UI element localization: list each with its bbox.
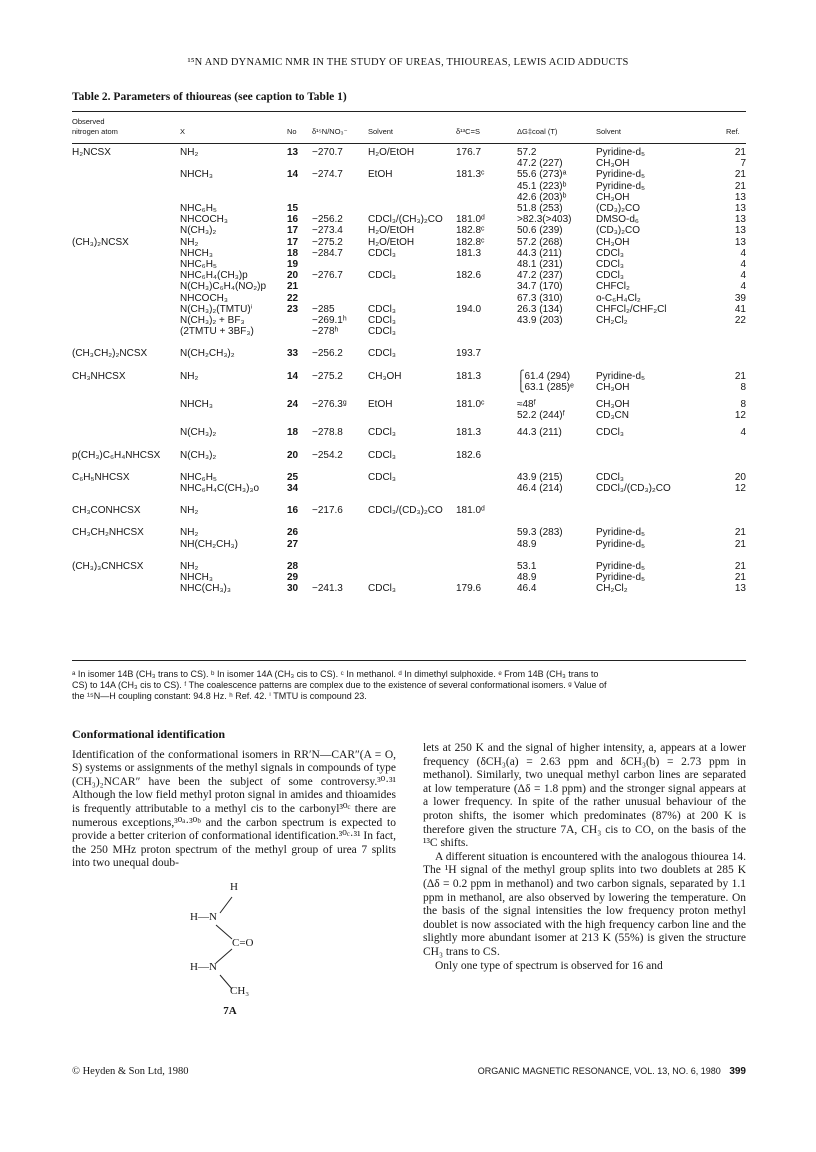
- cell-solv1: CDCl₃: [368, 315, 396, 326]
- table-row: [0, 315, 816, 326]
- cell-d15: −241.3: [312, 583, 343, 595]
- cell-dg: ⎩63.1 (285)ᵉ: [517, 381, 574, 393]
- cell-dg: 42.6 (203)ᵇ: [517, 191, 567, 203]
- cell-x: NH₂: [180, 560, 199, 572]
- col-solvent1: Solvent: [368, 127, 394, 136]
- cell-x: NHCH₃: [180, 247, 213, 259]
- cell-dg: 57.2 (268): [517, 236, 563, 248]
- cell-no: 34: [287, 483, 299, 494]
- cell-ref: 12: [734, 483, 746, 494]
- cell-dg: 43.9 (203): [517, 315, 563, 326]
- cell-ref: 8: [740, 381, 746, 393]
- cell-ref: 21: [734, 180, 746, 192]
- cell-x: N(CH₃)₂(TMTU)ⁱ: [180, 303, 253, 315]
- cell-ref: 13: [734, 225, 746, 237]
- cell-no: 19: [287, 259, 299, 270]
- cell-solv1: CDCl₃: [368, 471, 396, 483]
- table-row: [0, 259, 816, 270]
- cell-no: 17: [287, 225, 299, 237]
- table-row: [0, 203, 816, 214]
- table-row: [0, 483, 816, 494]
- cell-d15: −276.3ᵍ: [312, 399, 347, 410]
- cell-obs: H₂NCSX: [72, 147, 111, 158]
- cell-no: 28: [287, 560, 299, 572]
- cell-solv2: CDCl₃: [596, 270, 624, 282]
- cell-obs: p(CH₃)C₆H₄NHCSX: [72, 449, 161, 461]
- cell-d13: 181.0ᶜ: [456, 399, 485, 410]
- table-row: [0, 399, 816, 410]
- cell-ref: 4: [740, 270, 746, 282]
- cell-solv1: CDCl₃: [368, 326, 396, 338]
- cell-dg: ⎧61.4 (294): [517, 370, 571, 382]
- cell-no: 21: [287, 281, 299, 293]
- cell-x: NHC₆H₅: [180, 203, 217, 214]
- table-row: [0, 304, 816, 315]
- cell-x: NHCH₃: [180, 572, 213, 583]
- cell-dg: 44.3 (211): [517, 427, 562, 439]
- footnote-line: ᵃ In isomer 14B (CH₃ trans to CS). ᵇ In isomer 14A (CH₃ cis to CS). ᶜ In methanol. ᵈ In dimethyl sulphoxide. ᵉ From 14B (CH₃ trans to: [72, 669, 599, 679]
- cell-dg: 45.1 (223)ᵇ: [517, 180, 567, 192]
- cell-solv2: DMSO-d₆: [596, 214, 639, 226]
- right-paragraph: lets at 250 K and the signal of higher intensity, a, appears at a lower frequency (δCH₃(a) = 2.63 ppm and δCH₃(b) = 2.73 ppm in methanol). Similarly, two unequal methyl carbon lines are separated at low temperature (Δδ = 1.8 ppm) and the stronger signal appears at a lower frequency. In spite of the rather unusual behaviour of the proton shifts, the isomer which predominates (87%) at 200 K is therefore given the structure 7A, CH₃ cis to CO, on the basis of the ¹³C shifts.: [423, 742, 746, 850]
- cell-ref: 21: [734, 527, 746, 539]
- col-solvent2: Solvent: [596, 127, 622, 136]
- cell-dg: 50.6 (239): [517, 225, 563, 237]
- table-row: [0, 410, 816, 421]
- cell-solv1: CDCl₃: [368, 247, 396, 259]
- cell-d15: −256.2: [312, 214, 343, 226]
- table-row: [0, 270, 816, 281]
- cell-dg: 47.2 (237): [517, 270, 563, 282]
- cell-dg: 57.2: [517, 147, 537, 158]
- cell-x: N(CH₂CH₃)₂: [180, 348, 235, 360]
- cell-x: NHC₆H₅: [180, 259, 217, 270]
- cell-no: 13: [287, 147, 299, 158]
- cell-solv1: EtOH: [368, 169, 393, 181]
- table-row: [0, 248, 816, 259]
- col-d13: δ¹³C=S: [456, 127, 480, 136]
- cell-x: (2TMTU + 3BF₃): [180, 326, 254, 338]
- cell-solv2: CHFCl₂: [596, 281, 630, 293]
- cell-x: NH₂: [180, 527, 199, 539]
- table-header-rule: [72, 143, 746, 144]
- cell-ref: 4: [740, 281, 746, 293]
- table-row: [0, 192, 816, 203]
- cell-ref: 4: [740, 259, 746, 270]
- cell-obs: (CH₃)₂NCSX: [72, 236, 129, 248]
- cell-obs: C₆H₅NHCSX: [72, 471, 130, 483]
- cell-dg: 59.3 (283): [517, 527, 563, 539]
- cell-d13: 176.7: [456, 147, 482, 158]
- cell-d15: −275.2: [312, 236, 343, 248]
- table-row: [0, 382, 816, 393]
- cell-dg: 48.1 (231): [517, 259, 563, 270]
- col-dg: ΔG‡coal (T): [517, 127, 558, 136]
- footnote-line: CS) to 14A (CH₃ cis to CS). ᶠ The coalescence patterns are complex due to the existence of several conformational isomers. ᵍ Value of: [72, 680, 607, 690]
- cell-dg: 44.3 (211): [517, 247, 562, 259]
- table-row: [0, 539, 816, 550]
- right-paragraph: A different situation is encountered with the analogous thiourea 14. The ¹H signal of the methyl group splits into two doublets at 285 K (Δδ = 0.2 ppm in methanol) and two carbon signals, separated by 1.1 ppm in methanol, are also observed by lowering the temperature. On the basis of the signal intensities the low frequency proton methyl doublet is now associated with the high frequency carbon line and the slightly more abundant isomer at 213 K (55%) is given the structure CH₃ trans to CS.: [423, 850, 746, 958]
- cell-no: 30: [287, 583, 299, 595]
- cell-obs: (CH₃)₃CNHCSX: [72, 560, 144, 572]
- cell-no: 18: [287, 247, 299, 259]
- cell-x: N(CH₃)₂: [180, 427, 217, 439]
- table-row: [0, 348, 816, 359]
- cell-x: NHCOCH₃: [180, 214, 228, 226]
- cell-ref: 13: [734, 214, 746, 226]
- table-row: [0, 293, 816, 304]
- cell-dg: 48.9: [517, 572, 537, 583]
- cell-ref: 41: [734, 303, 746, 315]
- cell-ref: 13: [734, 203, 746, 214]
- cell-x: NH₂: [180, 370, 199, 382]
- table-row: [0, 371, 816, 382]
- table-row: [0, 169, 816, 180]
- cell-solv2: CH₃OH: [596, 399, 630, 410]
- journal-name: ORGANIC MAGNETIC RESONANCE, VOL. 13, NO. 6, 1980: [477, 1066, 721, 1076]
- col-no: No: [287, 127, 297, 136]
- cell-no: 24: [287, 399, 299, 410]
- table-row: [0, 427, 816, 438]
- cell-d15: −270.7: [312, 147, 343, 158]
- cell-dg: ≈48ᶠ: [517, 399, 536, 410]
- cell-solv2: CH₂Cl₂: [596, 583, 628, 595]
- cell-ref: 12: [734, 410, 746, 422]
- cell-solv1: CH₃OH: [368, 370, 402, 382]
- cell-no: 29: [287, 572, 299, 583]
- cell-solv2: CH₃OH: [596, 191, 630, 203]
- cell-d13: 181.3: [456, 427, 482, 439]
- cell-x: NHCH₃: [180, 169, 213, 181]
- cell-x: N(CH₃)₂ + BF₃: [180, 315, 245, 326]
- table-row: [0, 181, 816, 192]
- cell-solv2: o-C₆H₄Cl₂: [596, 292, 641, 304]
- cell-solv2: CH₃OH: [596, 158, 630, 170]
- cell-solv2: CH₃OH: [596, 236, 630, 248]
- cell-solv2: CDCl₃/(CD₃)₂CO: [596, 483, 671, 494]
- cell-solv2: Pyridine-d₅: [596, 180, 646, 192]
- cell-solv2: (CD₃)₂CO: [596, 203, 641, 214]
- table-row: [0, 326, 816, 337]
- cell-x: NHCOCH₃: [180, 292, 228, 304]
- cell-x: N(CH₃)₂: [180, 225, 217, 237]
- structure-co: C=O: [232, 936, 254, 949]
- cell-no: 23: [287, 303, 299, 315]
- cell-dg: 51.8 (253): [517, 203, 563, 214]
- cell-d15: −273.4: [312, 225, 343, 237]
- right-paragraph: Only one type of spectrum is observed for 16 and: [435, 959, 663, 972]
- structure-label: 7A: [223, 1004, 237, 1017]
- journal-info: [478, 1066, 746, 1077]
- left-column: [72, 728, 396, 1019]
- cell-d15: −254.2: [312, 449, 343, 461]
- table-row: [0, 147, 816, 158]
- table-row: [0, 561, 816, 572]
- cell-solv1: CDCl₃/(CH₃)₂CO: [368, 214, 443, 226]
- cell-d15: −269.1ʰ: [312, 315, 347, 326]
- cell-no: 26: [287, 527, 299, 539]
- cell-solv1: CDCl₃: [368, 449, 396, 461]
- cell-solv2: Pyridine-d₅: [596, 169, 646, 181]
- table-row: [0, 472, 816, 483]
- cell-solv1: CDCl₃: [368, 583, 396, 595]
- structure-ch3: CH₃: [230, 984, 250, 997]
- cell-no: 16: [287, 505, 299, 517]
- cell-dg: 46.4: [517, 583, 537, 595]
- cell-d13: 194.0: [456, 303, 482, 315]
- cell-solv2: CDCl₃: [596, 471, 624, 483]
- cell-solv2: CH₃OH: [596, 381, 630, 393]
- cell-no: 17: [287, 236, 299, 248]
- cell-d15: −275.2: [312, 370, 343, 382]
- cell-no: 14: [287, 370, 299, 382]
- cell-solv2: Pyridine-d₅: [596, 538, 646, 550]
- cell-x: NHC₆H₄(CH₃)p: [180, 270, 248, 282]
- cell-ref: 22: [734, 315, 746, 326]
- cell-obs: CH₃NHCSX: [72, 370, 126, 382]
- cell-dg: 48.9: [517, 538, 537, 550]
- table-row: [0, 527, 816, 538]
- cell-x: NHC₆H₅: [180, 471, 217, 483]
- right-column: [423, 742, 746, 973]
- cell-dg: 43.9 (215): [517, 471, 563, 483]
- footnote-line: the ¹⁵N—H coupling constant: 94.8 Hz. ʰ Ref. 42. ⁱ TMTU is compound 23.: [72, 691, 367, 701]
- table-row: [0, 237, 816, 248]
- table-body: [0, 147, 816, 657]
- cell-no: 16: [287, 214, 299, 226]
- cell-x: N(CH₃)₂: [180, 449, 217, 461]
- cell-obs: CH₃CONHCSX: [72, 505, 141, 517]
- cell-d13: 181.0ᵈ: [456, 505, 485, 517]
- cell-ref: 20: [734, 471, 746, 483]
- left-paragraph: Identification of the conformational isomers in RR′N—CAR″(A = O, S) systems or assignments of the methyl signals in compounds of type (CH₃)₂NCAR″ have been the subject of some controversy.³⁰·³¹ Although the low field methyl proton signal in amides and thioamides is frequently attributable to a methyl cis to the carbonyl³⁰ᶜ there are numerous exceptions,³⁰ᵃ·³⁰ᵇ and the carbon spectrum is expected to provide a better criterion of conformational identification.³⁰ᶜ·³¹ In fact, the 250 MHz proton spectrum of the methyl group of urea 7 splits into two unequal doub-: [72, 748, 396, 870]
- cell-solv1: CDCl₃: [368, 348, 396, 360]
- cell-d15: −278.8: [312, 427, 343, 439]
- col-x: X: [180, 127, 186, 136]
- cell-ref: 8: [740, 399, 746, 410]
- table-top-rule: [72, 111, 746, 112]
- cell-d15: −278ʰ: [312, 326, 339, 338]
- col-observed: Observed: [72, 117, 105, 126]
- cell-solv1: H₂O/EtOH: [368, 236, 415, 248]
- structure-n-upper: H—N: [190, 910, 217, 923]
- cell-solv1: H₂O/EtOH: [368, 225, 415, 237]
- cell-solv2: CD₃CN: [596, 410, 629, 422]
- cell-dg: 55.6 (273)ᵃ: [517, 169, 567, 181]
- cell-d15: −256.2: [312, 348, 343, 360]
- cell-d15: −276.7: [312, 270, 343, 282]
- cell-d13: 182.8ᶜ: [456, 236, 485, 248]
- page-footer: [72, 1066, 746, 1077]
- col-d15: δ¹⁵N/NO₃⁻: [312, 127, 348, 136]
- cell-no: 18: [287, 427, 299, 439]
- cell-no: 20: [287, 449, 299, 461]
- cell-no: 25: [287, 471, 299, 483]
- cell-no: 33: [287, 348, 299, 360]
- cell-ref: 21: [734, 572, 746, 583]
- cell-solv2: (CD₃)₂CO: [596, 225, 641, 237]
- structure-h: H: [230, 880, 238, 893]
- cell-dg: 47.2 (227): [517, 158, 563, 170]
- cell-solv2: Pyridine-d₅: [596, 572, 646, 583]
- cell-obs: (CH₃CH₂)₂NCSX: [72, 348, 148, 360]
- cell-d15: −284.7: [312, 247, 343, 259]
- cell-x: NHC₆H₄C(CH₃)₃o: [180, 483, 260, 494]
- cell-ref: 21: [734, 370, 746, 382]
- structure-n-lower: H—N: [190, 960, 217, 973]
- table-row: [0, 572, 816, 583]
- cell-d15: −274.7: [312, 169, 343, 181]
- cell-ref: 4: [740, 247, 746, 259]
- cell-solv2: CDCl₃: [596, 259, 624, 270]
- cell-x: NHCH₃: [180, 399, 213, 410]
- cell-d13: 179.6: [456, 583, 482, 595]
- cell-d13: 181.3ᶜ: [456, 169, 485, 181]
- copyright: © Heyden & Son Ltd, 1980: [72, 1066, 189, 1077]
- cell-no: 20: [287, 270, 299, 282]
- cell-no: 22: [287, 292, 299, 304]
- table-footnotes: [72, 669, 746, 702]
- structure-7a: [72, 877, 396, 1005]
- cell-solv2: CHFCl₂/CHF₂Cl: [596, 303, 667, 315]
- cell-d13: 181.0ᵈ: [456, 214, 485, 226]
- cell-solv2: CDCl₃: [596, 247, 624, 259]
- cell-no: 15: [287, 203, 299, 214]
- cell-d15: −285: [312, 303, 335, 315]
- table-row: [0, 158, 816, 169]
- col-nitrogen: nitrogen atom: [72, 127, 118, 136]
- table-row: [0, 450, 816, 461]
- table-row: [0, 225, 816, 236]
- cell-d13: 182.6: [456, 449, 482, 461]
- cell-no: 27: [287, 538, 299, 550]
- running-head: ¹⁵N AND DYNAMIC NMR IN THE STUDY OF UREAS, THIOUREAS, LEWIS ACID ADDUCTS: [187, 57, 629, 68]
- cell-ref: 7: [740, 158, 746, 170]
- cell-solv2: Pyridine-d₅: [596, 527, 646, 539]
- cell-dg: 34.7 (170): [517, 281, 563, 293]
- cell-obs: CH₃CH₂NHCSX: [72, 527, 144, 539]
- cell-ref: 21: [734, 538, 746, 550]
- cell-ref: 13: [734, 583, 746, 595]
- cell-dg: 53.1: [517, 560, 537, 572]
- table-row: [0, 505, 816, 516]
- cell-solv1: CDCl₃: [368, 303, 396, 315]
- cell-no: 14: [287, 169, 299, 181]
- cell-x: NH(CH₂CH₃): [180, 538, 238, 550]
- cell-x: NH₂: [180, 236, 199, 248]
- cell-ref: 39: [734, 292, 746, 304]
- cell-ref: 4: [740, 427, 746, 439]
- cell-ref: 13: [734, 191, 746, 203]
- cell-ref: 21: [734, 147, 746, 158]
- cell-x: NHC(CH₃)₃: [180, 583, 231, 595]
- cell-dg: 67.3 (310): [517, 292, 563, 304]
- cell-solv1: CDCl₃/(CD₃)₂CO: [368, 505, 443, 517]
- table-column-headers: [0, 117, 816, 141]
- cell-ref: 13: [734, 236, 746, 248]
- cell-d13: 181.3: [456, 247, 482, 259]
- section-heading: Conformational identification: [72, 727, 225, 741]
- cell-ref: 21: [734, 169, 746, 181]
- table-row: [0, 281, 816, 292]
- cell-solv2: Pyridine-d₅: [596, 560, 646, 572]
- cell-solv2: Pyridine-d₅: [596, 370, 646, 382]
- cell-dg: 52.2 (244)ᶠ: [517, 410, 565, 422]
- table-title: Table 2. Parameters of thioureas (see caption to Table 1): [72, 91, 347, 103]
- cell-solv2: CH₂Cl₂: [596, 315, 628, 326]
- cell-x: NH₂: [180, 505, 199, 517]
- cell-ref: 21: [734, 560, 746, 572]
- cell-solv1: EtOH: [368, 399, 393, 410]
- cell-solv1: CDCl₃: [368, 270, 396, 282]
- cell-solv1: CDCl₃: [368, 427, 396, 439]
- cell-x: NH₂: [180, 147, 199, 158]
- cell-d13: 182.6: [456, 270, 482, 282]
- cell-d13: 181.3: [456, 370, 482, 382]
- cell-d13: 182.8ᶜ: [456, 225, 485, 237]
- cell-d15: −217.6: [312, 505, 343, 517]
- cell-solv2: Pyridine-d₅: [596, 147, 646, 158]
- table-bottom-rule: [72, 660, 746, 661]
- table-row: [0, 583, 816, 594]
- cell-d13: 193.7: [456, 348, 482, 360]
- col-ref: Ref.: [726, 127, 740, 136]
- cell-solv1: H₂O/EtOH: [368, 147, 415, 158]
- cell-x: N(CH₃)C₆H₄(NO₂)p: [180, 281, 267, 293]
- cell-solv2: CDCl₃: [596, 427, 624, 439]
- cell-dg: 26.3 (134): [517, 303, 563, 315]
- table-row: [0, 214, 816, 225]
- page-number: 399: [729, 1066, 746, 1077]
- cell-dg: 46.4 (214): [517, 483, 563, 494]
- cell-dg: >82.3(>403): [517, 214, 572, 226]
